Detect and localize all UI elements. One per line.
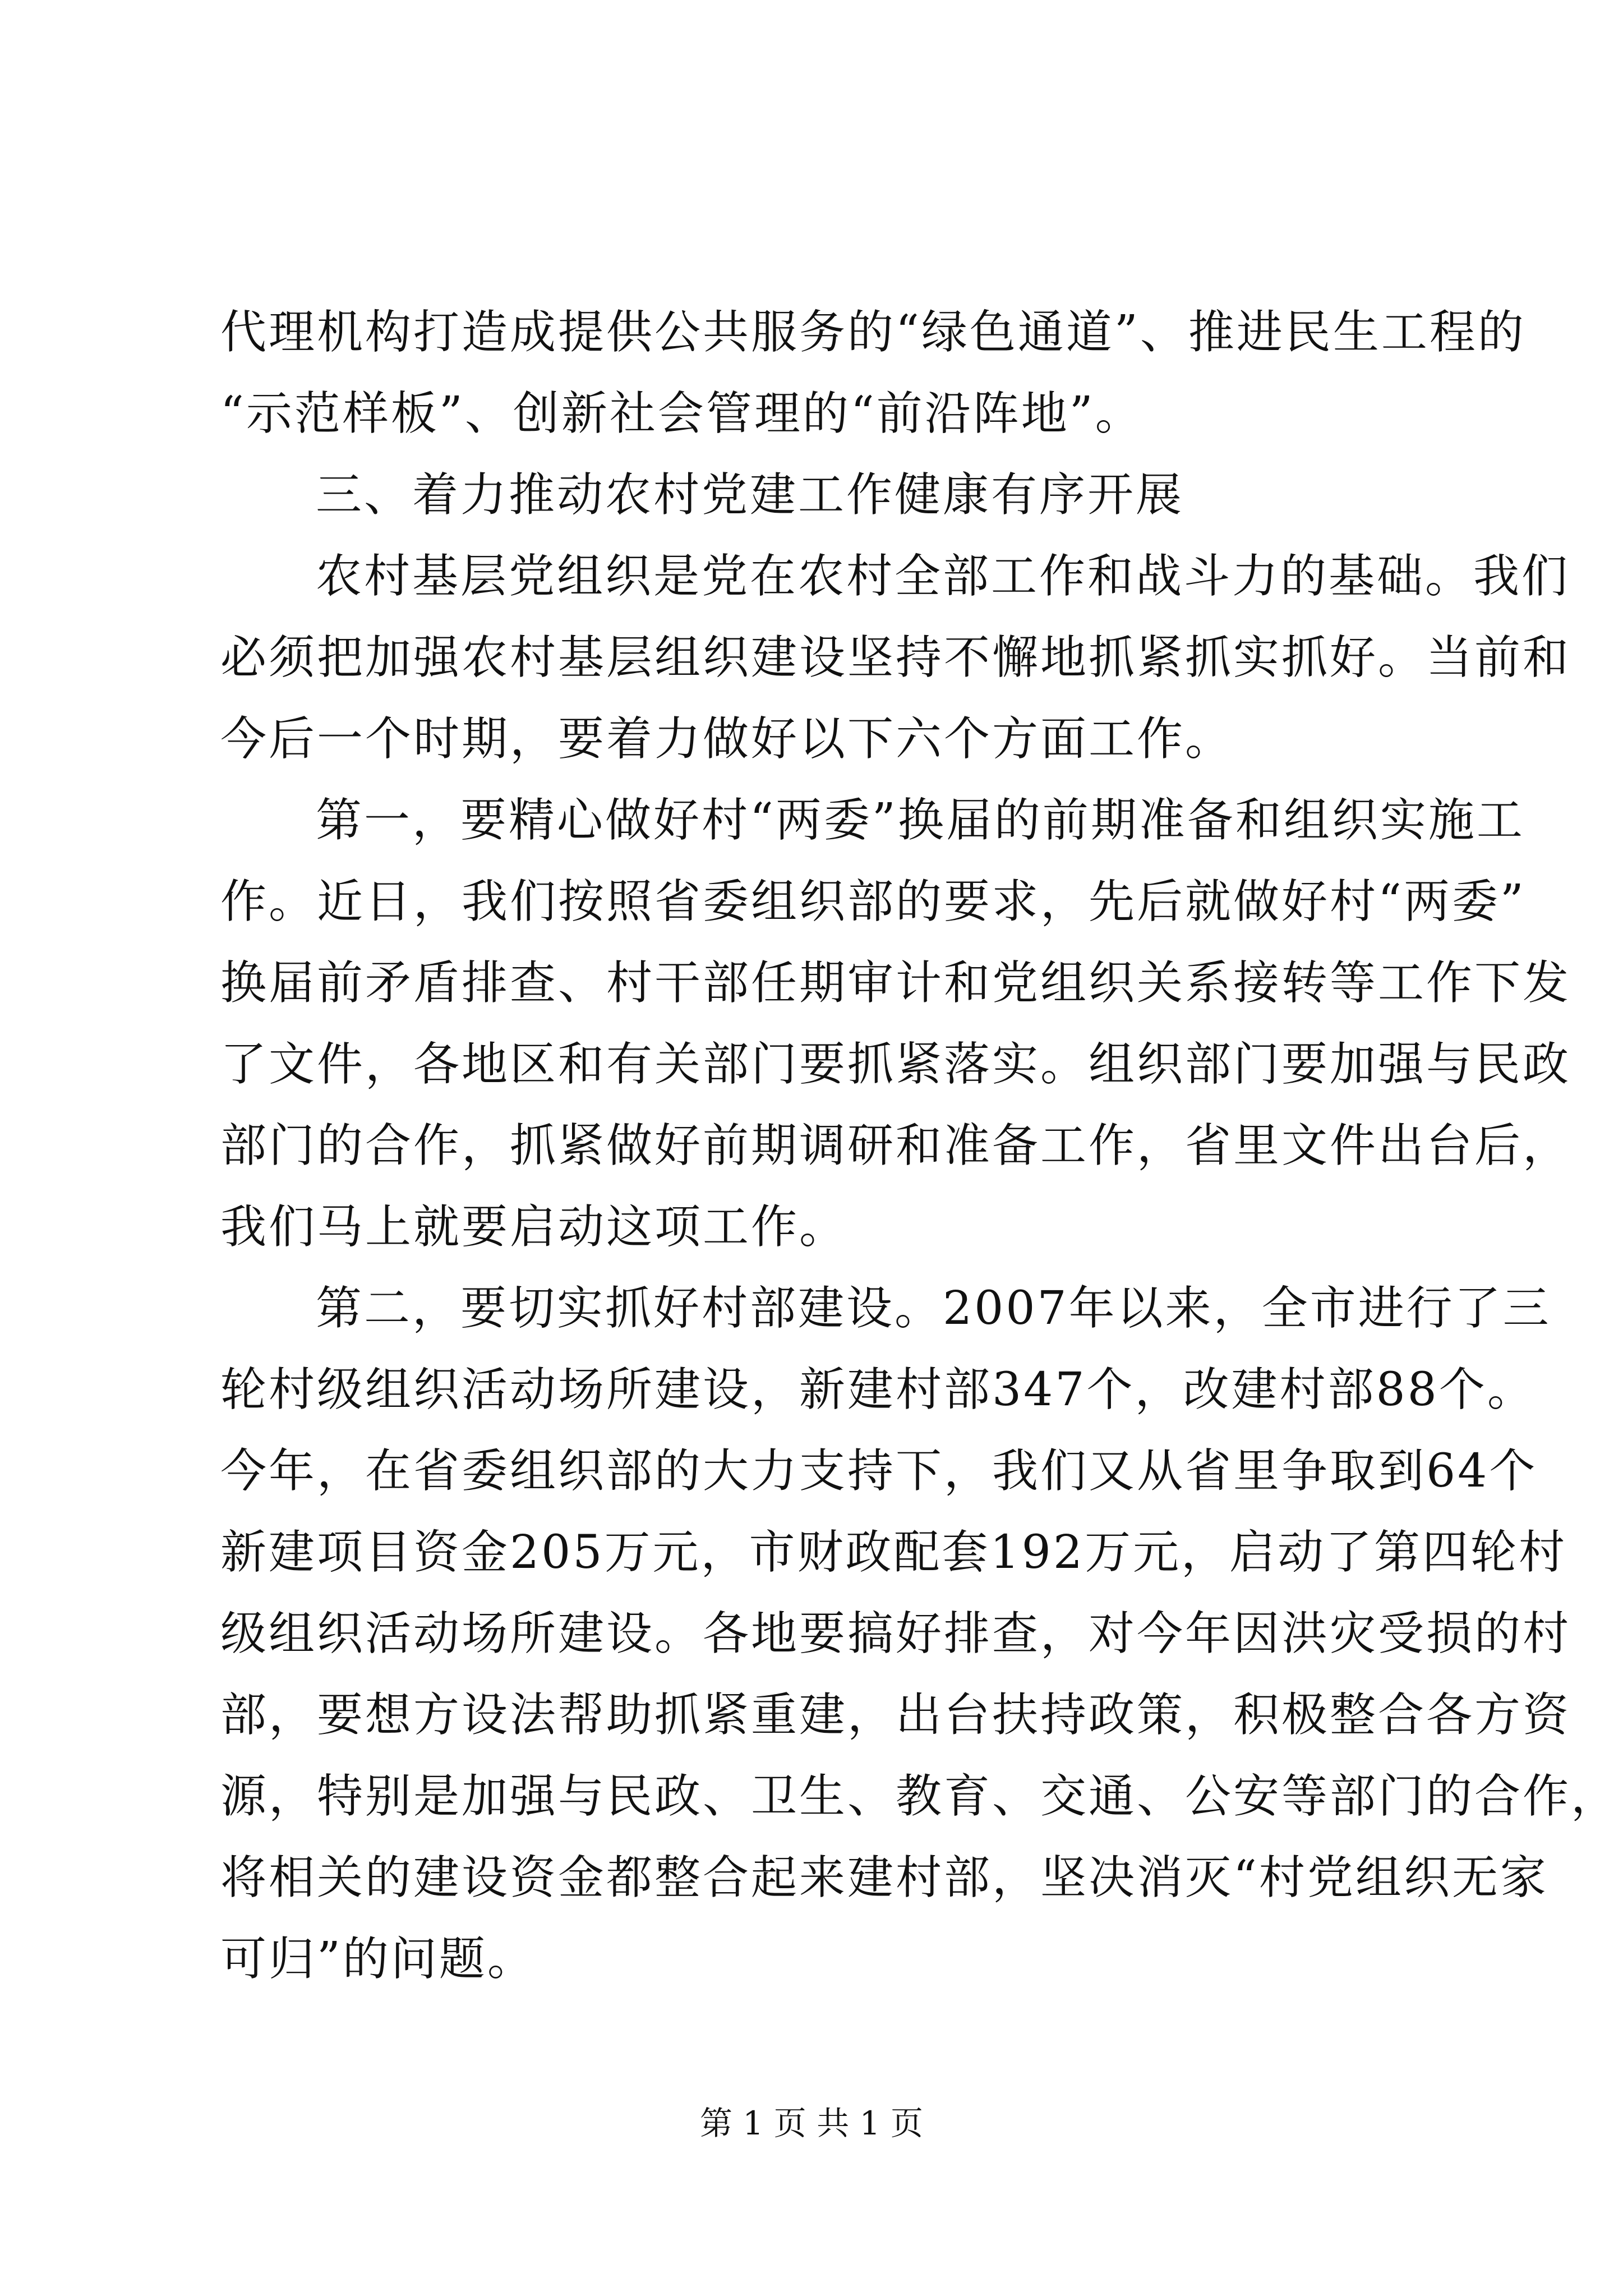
text-line: 今年，在省委组织部的大力支持下，我们又从省里争取到64个 [220,1444,1538,1498]
text-line: 将相关的建设资金都整合起来建村部，坚决消灭“村党组织无家 [220,1851,1548,1904]
text-line: “示范样板”、创新社会管理的“前沿阵地”。 [220,387,1144,440]
text-line: 必须把加强农村基层组织建设坚持不懈地抓紧抓实抓好。当前和 [220,631,1571,684]
text-line: 部门的合作，抓紧做好前期调研和准备工作，省里文件出台后， [220,1119,1571,1172]
text-line: 级组织活动场所建设。各地要搞好排查，对今年因洪灾受损的村 [220,1607,1571,1660]
document-body [220,292,1620,2000]
text-line: 代理机构打造成提供公共服务的“绿色通道”、推进民生工程的 [220,306,1526,359]
text-line: 新建项目资金205万元，市财政配套192万元，启动了第四轮村 [220,1526,1567,1579]
text-line: 轮村级组织活动场所建设，新建村部347个，改建村部88个。 [220,1363,1536,1416]
text-line: 第一，要精心做好村“两委”换届的前期准备和组织实施工 [316,794,1525,847]
text-line: 今后一个时期，要着力做好以下六个方面工作。 [220,712,1234,766]
text-line: 农村基层党组织是党在农村全部工作和战斗力的基础。我们 [316,550,1570,603]
text-line: 作。近日，我们按照省委组织部的要求，先后就做好村“两委” [220,875,1526,928]
text-line: 可归”的问题。 [220,1932,536,1986]
text-line: 第二，要切实抓好村部建设。2007年以来，全市进行了三 [316,1282,1551,1335]
text-line: 源，特别是加强与民政、卫生、教育、交通、公安等部门的合作， [220,1770,1620,1823]
text-line: 部，要想方设法帮助抓紧重建，出台扶持政策，积极整合各方资 [220,1688,1571,1742]
page-footer: 第 1 页 共 1 页 [700,2104,923,2142]
section-heading: 三、着力推动农村党建工作健康有序开展 [316,468,1184,522]
text-line: 了文件，各地区和有关部门要抓紧落实。组织部门要加强与民政 [220,1038,1571,1091]
text-line: 我们马上就要启动这项工作。 [220,1200,848,1254]
text-line: 换届前矛盾排查、村干部任期审计和党组织关系接转等工作下发 [220,956,1571,1010]
